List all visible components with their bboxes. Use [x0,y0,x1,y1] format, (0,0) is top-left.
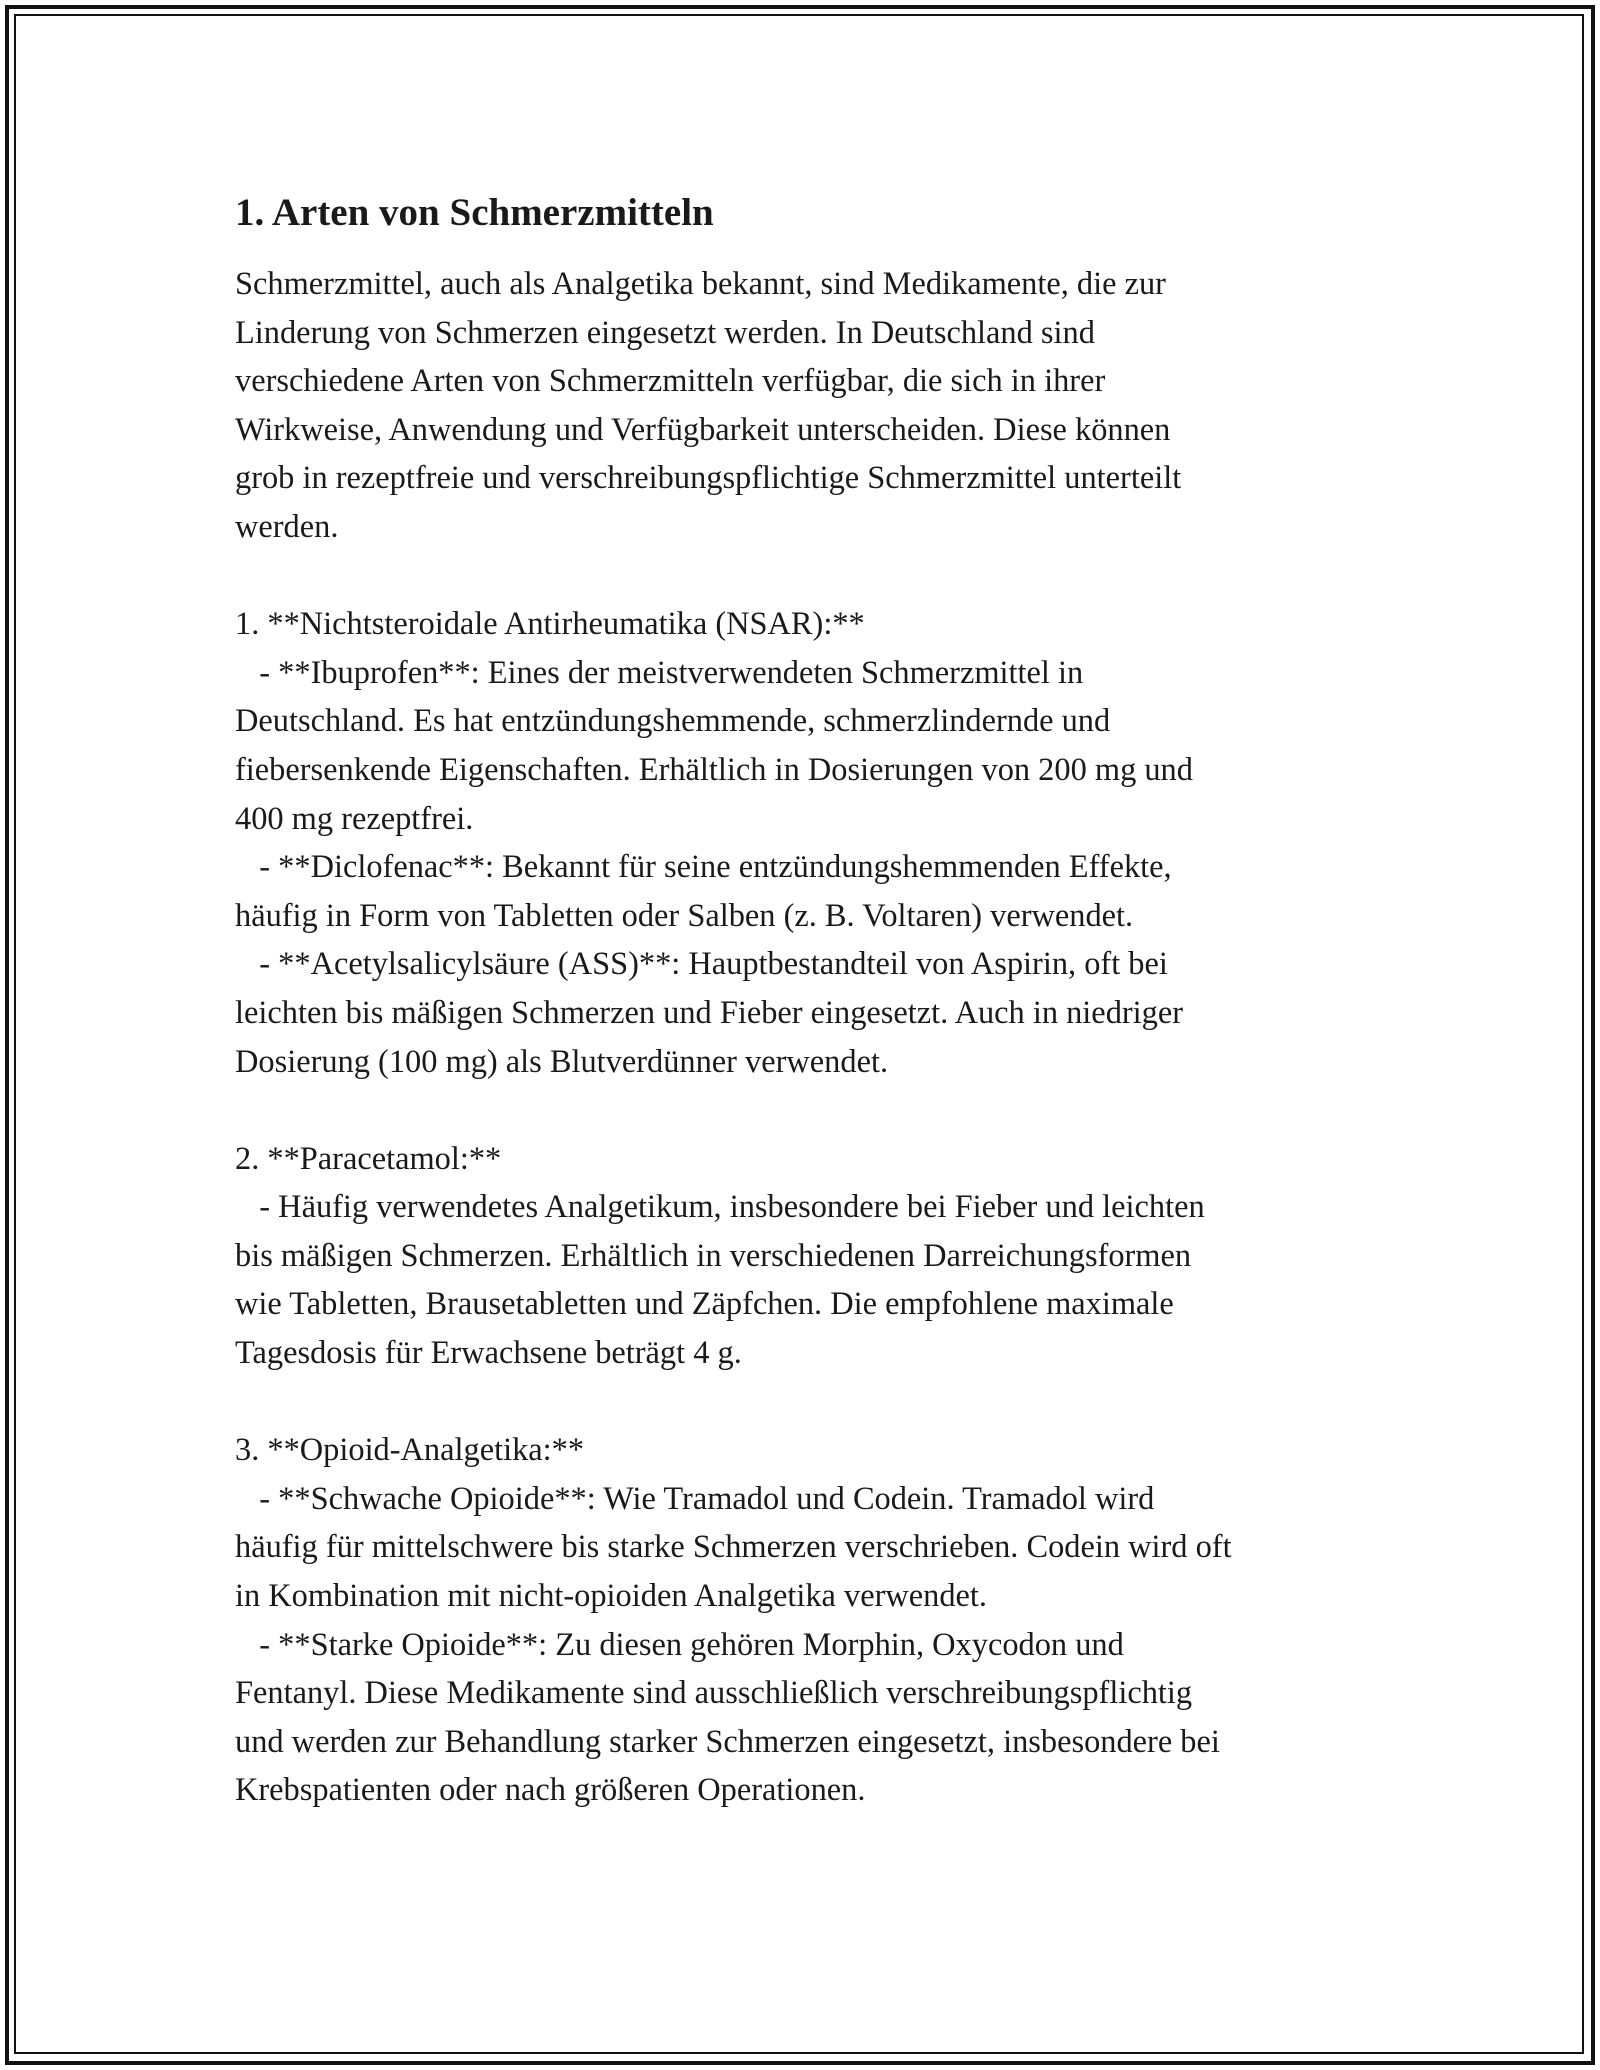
section-body-text: Schmerzmittel, auch als Analgetika bekannt, sind Medikamente, die zur Linderung von Schmerzen eingesetzt werden. In Deutschland sind verschiedene Arten von Schmerzmitteln verfügbar, die sich in ihrer Wirkweise, Anwendung und Verfügbarkeit unterscheiden. Diese können grob in rezeptfreie und verschreibungspflichtige Schmerzmittel unterteilt werden. 1. **Nichtsteroidale Antirheumatika (NSAR):** - **Ibuprofen**: Eines der meistverwendeten Schmerzmittel in Deutschland. Es hat entzündungshemmende, schmerzlindernde und fiebersenkende Eigenschaften. Erhältlich in Dosierungen von 200 mg und 400 mg rezeptfrei. - **Diclofenac**: Bekannt für seine entzündungshemmenden Effekte, häufig in Form von Tabletten oder Salben (z. B. Voltaren) verwendet. - **Acetylsalicylsäure (ASS)**: Hauptbestandteil von Aspirin, oft bei leichten bis mäßigen Schmerzen und Fieber eingesetzt. Auch in niedriger Dosierung (100 mg) als Blutverdünner verwendet. 2. **Paracetamol:** - Häufig verwendetes Analgetikum, insbesondere bei Fieber und leichten bis mäßigen Schmerzen. Erhältlich in verschiedenen Darreichungsformen wie Tabletten, Brausetabletten und Zäpfchen. Die empfohlene maximale Tagesdosis für Erwachsene beträgt 4 g. 3. **Opioid-Analgetika:** - **Schwache Opioide**: Wie Tramadol und Codein. Tramadol wird häufig für mittelschwere bis starke Schmerzen verschrieben. Codein wird oft in Kombination mit nicht-opioiden Analgetika verwendet. - **Starke Opioide**: Zu diesen gehören Morphin, Oxycodon und Fentanyl. Diese Medikamente sind ausschließlich verschreibungspflichtig und werden zur Behandlung starker Schmerzen eingesetzt, insbesondere bei Krebspatienten oder nach größeren Operationen. [235,266,1232,1809]
section-heading: 1. Arten von Schmerzmitteln [235,191,714,234]
document-content [235,188,1375,1815]
